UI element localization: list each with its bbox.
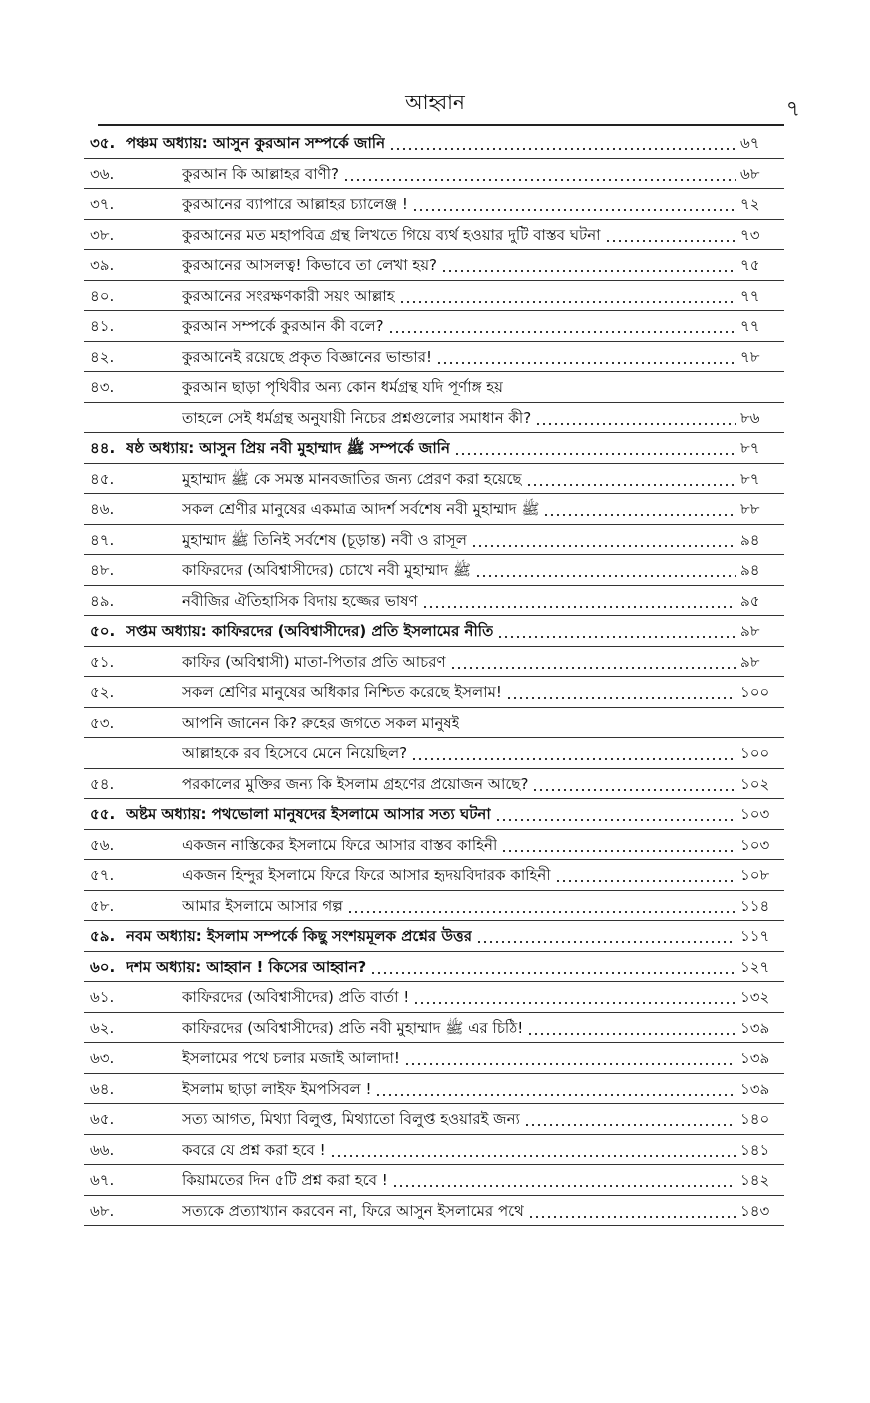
toc-entry-number: ৬৫.: [90, 1110, 115, 1128]
toc-page-number: ৭৮: [740, 347, 760, 366]
toc-entry-row: [0, 982, 870, 1012]
toc-entry-number: ৫৩.: [90, 713, 115, 732]
toc-entry-row: [0, 555, 870, 585]
dot-leader: [497, 636, 736, 638]
toc-page-number: ১০২: [740, 774, 770, 793]
toc-entry-number: ৪৫.: [90, 469, 115, 488]
toc-entry-number: ৫৮.: [90, 896, 115, 915]
toc-entry-row: [0, 891, 870, 921]
toc-entry-title: নবীজির ঐতিহাসিক বিদায় হজ্জের ভাষণ: [182, 591, 418, 610]
toc-entry-row: [0, 311, 870, 341]
toc-chapter-row: [0, 921, 870, 951]
toc-entry-number: ৫০.: [90, 622, 116, 640]
dot-leader: [422, 606, 736, 608]
toc-entry-number: ৫২.: [90, 683, 115, 701]
toc-entry-row: [0, 220, 870, 250]
dot-leader: [411, 758, 736, 760]
toc-entry-title: সত্য আগত, মিথ্যা বিলুপ্ত, মিথ্যাতো বিলুপ্ত হওয়ারই জন্য: [182, 1110, 520, 1128]
dot-leader: [476, 941, 736, 943]
toc-entry-title: কুরআনের ব্যাপারে আল্লাহর চ্যালেঞ্জ !: [182, 195, 408, 213]
dot-leader: [506, 697, 736, 699]
toc-entry-title: কুরআনেই রয়েছে প্রকৃত বিজ্ঞানের ভান্ডার!: [182, 347, 432, 366]
toc-entry-title: কিয়ামতের দিন ৫টি প্রশ্ন করা হবে !: [182, 1171, 388, 1189]
toc-chapter-row: [0, 128, 870, 158]
toc-page-number: ১০০: [740, 744, 770, 762]
toc-page-number: ৭২: [740, 195, 760, 213]
toc-entry-number: ৪৬.: [90, 500, 115, 518]
toc-page-number: ৬৮: [740, 164, 760, 183]
toc-entry-number: ৩৮.: [90, 225, 115, 244]
toc-entry-number: ৬৪.: [90, 1079, 115, 1098]
toc-entry-number: ৫৬.: [90, 835, 115, 854]
toc-entry-row: [0, 586, 870, 616]
toc-chapter-row: [0, 799, 870, 829]
toc-entry-title: কুরআনের আসলত্ব! কিভাবে তা লেখা হয়?: [182, 256, 438, 274]
toc-entry-title: কাফিরদের (অবিশ্বাসীদের) চোখে নবী মুহাম্মাদ ﷺ: [182, 561, 472, 579]
toc-entry-number: ৪৩.: [90, 378, 115, 396]
dot-leader: [471, 545, 736, 547]
dot-leader: [543, 514, 736, 516]
toc-entry-number: ৬০.: [90, 957, 116, 976]
toc-page-number: ১৩৯: [740, 1079, 770, 1098]
toc-entry-title: পঞ্চম অধ্যায়: আসুন কুরআন সম্পর্কে জানি: [126, 134, 386, 152]
dot-leader: [495, 819, 736, 821]
toc-entry-row: [0, 708, 870, 738]
toc-entry-number: ৩৭.: [90, 195, 115, 213]
toc-entry-number: ৪৮.: [90, 561, 115, 579]
toc-page-number: ১০০: [740, 683, 770, 701]
dot-leader: [389, 148, 736, 150]
toc-entry-title: সত্যকে প্রত্যাখ্যান করবেন না, ফিরে আসুন ইসলামের পথে: [182, 1201, 524, 1220]
toc-entry-title: আমার ইসলামে আসার গল্প: [182, 896, 343, 915]
dot-leader: [388, 331, 736, 333]
toc-page-number: ৬৭: [740, 134, 760, 152]
running-title: আহ্বান: [405, 90, 465, 114]
toc-entry-title: আপনি জানেন কি? রুহের জগতে সকল মানুষই: [182, 713, 460, 732]
toc-entry-row: [0, 860, 870, 890]
toc-entry-row: [0, 1165, 870, 1195]
toc-entry-title: ইসলাম ছাড়া লাইফ ইমপসিবল !: [182, 1079, 372, 1098]
toc-page-number: ৭৭: [740, 317, 760, 335]
toc-entry-number: ৬৭.: [90, 1171, 115, 1189]
dot-leader: [441, 270, 736, 272]
dot-leader: [605, 240, 736, 242]
toc-page-number: ১১৭: [740, 927, 770, 945]
toc-page-number: ১০৩: [740, 805, 770, 823]
toc-entry-title: মুহাম্মাদ ﷺ তিনিই সর্বশেষ (চূড়ান্ত) নবী ও রাসূল: [182, 530, 467, 549]
toc-chapter-row: [0, 616, 870, 646]
toc-entry-number: ৬৮.: [90, 1201, 115, 1220]
toc-entry-number: ৬৬.: [90, 1140, 115, 1159]
toc-entry-number: ৬১.: [90, 988, 115, 1006]
toc-entry-title: ষষ্ঠ অধ্যায়: আসুন প্রিয় নবী মুহাম্মাদ ﷺ সম্পর্কে জানি: [126, 439, 450, 457]
dot-leader: [404, 1063, 736, 1065]
toc-page-number: ৯৮: [740, 622, 760, 640]
toc-page-number: ১৪২: [740, 1171, 770, 1189]
toc-entry-row: [0, 769, 870, 799]
toc-page-number: ১৩৯: [740, 1018, 770, 1037]
page-header: [0, 88, 870, 122]
dot-leader: [528, 1216, 736, 1218]
toc-page-number: ৯৮: [740, 652, 760, 671]
dot-leader: [454, 453, 736, 455]
toc-entry-title: কুরআনের মত মহাপবিত্র গ্রন্থ লিখতে গিয়ে ব্যর্থ হওয়ার দুটি বাস্তব ঘটনা: [182, 225, 601, 244]
toc-chapter-row: [0, 952, 870, 982]
dot-leader: [347, 911, 736, 913]
toc-page-number: ৭৩: [740, 225, 760, 244]
toc-chapter-row: [0, 433, 870, 463]
toc-entry-row: [0, 250, 870, 280]
dot-leader: [436, 362, 736, 364]
toc-entry-number: ৬২.: [90, 1018, 115, 1037]
toc-entry-title: দশম অধ্যায়: আহ্বান ! কিসের আহ্বান?: [126, 957, 367, 976]
dot-leader: [450, 667, 736, 669]
toc-page-number: ১০৮: [740, 866, 770, 884]
toc-page-number: ৮৭: [740, 439, 760, 457]
toc-entry-title: কাফিরদের (অবিশ্বাসীদের) প্রতি নবী মুহাম্মাদ ﷺ এর চিঠি!: [182, 1018, 524, 1037]
toc-page-number: ১৪১: [740, 1140, 770, 1159]
dot-leader: [330, 1155, 736, 1157]
toc-entry-number: ৪৪.: [90, 439, 116, 457]
toc-entry-number: ৬৩.: [90, 1049, 115, 1067]
toc-page-number: ৯৪: [740, 561, 760, 579]
toc-entry-row: [0, 281, 870, 311]
toc-page-number: ১২৭: [740, 957, 770, 976]
toc-entry-title: কবরে যে প্রশ্ন করা হবে !: [182, 1140, 326, 1159]
toc-page-number: ১৩২: [740, 988, 770, 1006]
toc-entry-row: [0, 525, 870, 555]
dot-leader: [555, 880, 736, 882]
toc-entry-row: [0, 1074, 870, 1104]
toc-entry-title: মুহাম্মাদ ﷺ কে সমস্ত মানবজাতির জন্য প্রেরণ করা হয়েছে: [182, 469, 522, 488]
dot-leader: [524, 1124, 736, 1126]
dot-leader: [475, 575, 736, 577]
toc-entry-row: [0, 372, 870, 402]
toc-entry-title: কুরআন কি আল্লাহর বাণী?: [182, 164, 339, 183]
toc-entry-number: ৩৬.: [90, 164, 115, 183]
dot-leader: [392, 1185, 736, 1187]
toc-page-number: ১১৪: [740, 896, 770, 915]
toc-entry-number: ৪১.: [90, 317, 115, 335]
toc-entry-row: [0, 159, 870, 189]
dot-leader: [413, 1002, 736, 1004]
toc-entry-row: [0, 1135, 870, 1165]
toc-entry-title: একজন হিন্দুর ইসলামে ফিরে ফিরে আসার হৃদয়বিদারক কাহিনী: [182, 866, 551, 884]
toc-entry-row: [0, 1043, 870, 1073]
toc-entry-row: [0, 1104, 870, 1134]
toc-entry-number: ৪০.: [90, 286, 115, 305]
toc-entry-row: [0, 189, 870, 219]
dot-leader: [412, 209, 736, 211]
toc-page-number: ৯৪: [740, 530, 760, 549]
toc-entry-title: কাফিরদের (অবিশ্বাসীদের) প্রতি বার্তা !: [182, 988, 410, 1006]
toc-entry-title: নবম অধ্যায়: ইসলাম সম্পর্কে কিছু সংশয়মূলক প্রশ্নের উত্তর: [126, 927, 473, 945]
toc-entry-number: ৪৯.: [90, 591, 115, 610]
toc-entry-row: [0, 830, 870, 860]
toc-entry-number: ৫১.: [90, 652, 115, 671]
header-rule: [98, 124, 784, 126]
toc-entry-title: কাফির (অবিশ্বাসী) মাতা-পিতার প্রতি আচরণ: [182, 652, 446, 671]
toc-entry-row: [0, 1013, 870, 1043]
dot-leader: [532, 789, 736, 791]
toc-entry-title: তাহলে সেই ধর্মগ্রন্থ অনুযায়ী নিচের প্রশ্নগুলোর সমাধান কী?: [182, 408, 532, 427]
toc-entry-row: [0, 1196, 870, 1226]
toc-entry-title: কুরআন ছাড়া পৃথিবীর অন্য কোন ধর্মগ্রন্থ যদি পূর্ণাঙ্গ হয়: [182, 378, 503, 396]
dot-leader: [501, 850, 736, 852]
toc-entry-title: ইসলামের পথে চলার মজাই আলাদা!: [182, 1049, 400, 1067]
dot-leader: [526, 484, 736, 486]
toc-page-number: ১৪০: [740, 1110, 770, 1128]
toc-page-number: ৭৫: [740, 256, 760, 274]
dot-leader: [343, 179, 736, 181]
row-separator: [84, 1225, 784, 1226]
toc-entry-number: ৫৫.: [90, 805, 116, 823]
dot-leader: [375, 1094, 736, 1096]
toc-entry-row: [0, 464, 870, 494]
toc-entry-title: পরকালের মুক্তির জন্য কি ইসলাম গ্রহণের প্রয়োজন আছে?: [182, 774, 529, 793]
toc-entry-number: ৩৫.: [90, 134, 116, 152]
dot-leader: [370, 972, 736, 974]
toc-entry-title: সপ্তম অধ্যায়: কাফিরদের (অবিশ্বাসীদের) প্রতি ইসলামের নীতি: [126, 622, 494, 640]
toc-entry-row: [0, 494, 870, 524]
toc-page-number: ৮৬: [740, 408, 760, 427]
toc-page-number: ১৩৯: [740, 1049, 770, 1067]
toc-entry-row: [0, 403, 870, 433]
toc-page-number: ৭৭: [740, 286, 760, 305]
dot-leader: [535, 423, 736, 425]
toc-entry-row: [0, 342, 870, 372]
toc-page-number: ৮৮: [740, 500, 760, 518]
toc-entry-title: আল্লাহকে রব হিসেবে মেনে নিয়েছিল?: [182, 744, 408, 762]
toc-entry-title: সকল শ্রেণীর মানুষের একমাত্র আদর্শ সর্বশেষ নবী মুহাম্মাদ ﷺ: [182, 500, 540, 518]
toc-entry-number: ৪২.: [90, 347, 115, 366]
toc-page-number: ১০৩: [740, 835, 770, 854]
toc-entry-title: কুরআন সম্পর্কে কুরআন কী বলে?: [182, 317, 384, 335]
toc-entry-number: ৫৯.: [90, 927, 116, 945]
toc-entry-number: ৫৭.: [90, 866, 115, 884]
toc-entry-number: ৩৯.: [90, 256, 115, 274]
toc-entry-title: একজন নাস্তিকের ইসলামে ফিরে আসার বাস্তব কাহিনী: [182, 835, 498, 854]
toc-entry-title: কুরআনের সংরক্ষণকারী সয়ং আল্লাহ: [182, 286, 395, 305]
toc-page-number: ৯৫: [740, 591, 760, 610]
dot-leader: [527, 1033, 736, 1035]
page-number: ৭: [785, 97, 800, 122]
toc-page-number: ১৪৩: [740, 1201, 770, 1220]
toc-entry-number: ৪৭.: [90, 530, 115, 549]
toc-entry-title: সকল শ্রেণির মানুষের অধিকার নিশ্চিত করেছে ইসলাম!: [182, 683, 502, 701]
toc-page-number: ৮৭: [740, 469, 760, 488]
toc-entry-title: অষ্টম অধ্যায়: পথভোলা মানুষদের ইসলামে আসার সত্য ঘটনা: [126, 805, 491, 823]
toc-entry-row: [0, 738, 870, 768]
dot-leader: [399, 301, 736, 303]
toc-entry-number: ৫৪.: [90, 774, 115, 793]
toc-entry-row: [0, 647, 870, 677]
toc-entry-row: [0, 677, 870, 707]
